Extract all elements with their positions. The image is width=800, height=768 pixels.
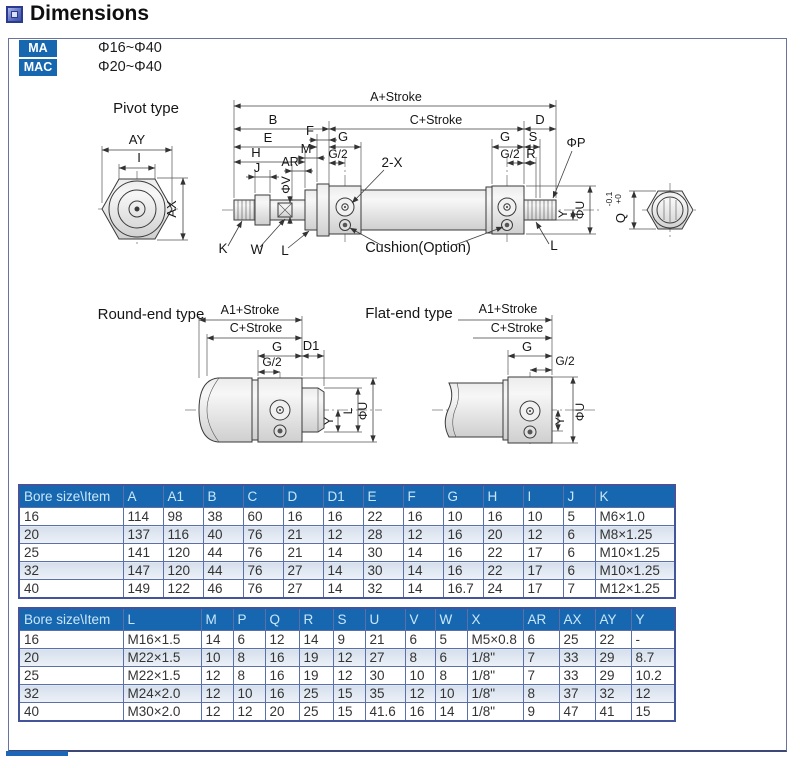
table-cell: 16	[265, 667, 299, 685]
table-cell: 40	[19, 580, 123, 599]
table-cell: 19	[299, 667, 333, 685]
cylinder-tube	[361, 190, 486, 230]
table-cell: 32	[595, 685, 631, 703]
table-cell: 149	[123, 580, 163, 599]
round-end-view	[199, 378, 324, 442]
table-cell: M22×1.5	[123, 667, 201, 685]
column-header: E	[363, 485, 403, 508]
rod-nut	[255, 195, 270, 225]
column-header: H	[483, 485, 523, 508]
dimension-label: ΦU	[356, 401, 370, 421]
column-header: G	[443, 485, 483, 508]
table-cell: M5×0.8	[467, 631, 523, 649]
dimension-label: -0.1	[604, 191, 614, 207]
table-cell: 25	[19, 544, 123, 562]
dimension-label: I	[137, 150, 141, 165]
table-cell: 29	[595, 667, 631, 685]
column-header: B	[203, 485, 243, 508]
table-cell: 22	[483, 544, 523, 562]
table-cell: M10×1.25	[595, 544, 675, 562]
column-header: I	[523, 485, 563, 508]
dimension-label: AY	[128, 132, 146, 147]
table-cell: M8×1.25	[595, 526, 675, 544]
column-header: U	[365, 608, 405, 631]
table-cell: 12	[523, 526, 563, 544]
column-header: R	[299, 608, 333, 631]
table-cell: 10	[233, 685, 265, 703]
column-header: AX	[559, 608, 595, 631]
column-header: K	[595, 485, 675, 508]
table-cell: 21	[283, 544, 323, 562]
table-cell: 19	[299, 649, 333, 667]
table-cell: 14	[323, 544, 363, 562]
table-cell: 14	[403, 562, 443, 580]
table-cell: 20	[19, 526, 123, 544]
table-cell: 114	[123, 508, 163, 526]
table-cell: 21	[365, 631, 405, 649]
table-cell: 16	[265, 649, 299, 667]
table-cell: 14	[403, 580, 443, 599]
table-row	[19, 685, 675, 703]
table-cell: 22	[363, 508, 403, 526]
column-header: AR	[523, 608, 559, 631]
table-cell: 37	[559, 685, 595, 703]
dimension-label: G/2	[328, 147, 348, 161]
column-header: Y	[631, 608, 675, 631]
table-cell: 12	[333, 667, 365, 685]
table-cell: 6	[563, 544, 595, 562]
dimension-lines	[102, 106, 634, 443]
table-cell: 147	[123, 562, 163, 580]
table-cell: 17	[523, 562, 563, 580]
table-cell: 30	[363, 562, 403, 580]
table-cell: 14	[403, 544, 443, 562]
table-cell: M30×2.0	[123, 703, 201, 722]
table-cell: 22	[483, 562, 523, 580]
table-header-row	[19, 608, 675, 631]
table-cell: 8.7	[631, 649, 675, 667]
table-cell: 32	[363, 580, 403, 599]
dimension-label: G	[499, 129, 511, 144]
table-cell: 8	[233, 649, 265, 667]
dimension-label: Cushion(Option)	[365, 240, 471, 256]
dimension-label: AX	[164, 200, 179, 218]
table-cell: 25	[19, 667, 123, 685]
model-badge-ma: MA	[19, 40, 57, 57]
column-header: S	[333, 608, 365, 631]
column-header: J	[563, 485, 595, 508]
table-cell: 24	[483, 580, 523, 599]
column-header: W	[435, 608, 467, 631]
table-cell: 98	[163, 508, 203, 526]
table-cell: 60	[243, 508, 283, 526]
table-cell: M12×1.25	[595, 580, 675, 599]
table-cell: 5	[563, 508, 595, 526]
table-cell: 6	[435, 649, 467, 667]
column-header: C	[243, 485, 283, 508]
column-header: V	[405, 608, 435, 631]
dimension-label: S	[528, 129, 538, 144]
table-cell: 21	[283, 526, 323, 544]
column-header: Q	[265, 608, 299, 631]
table-row	[19, 508, 675, 526]
dimension-label: R	[526, 146, 536, 161]
dimension-label: A+Stroke	[370, 90, 422, 104]
dimension-label: K	[218, 241, 228, 256]
table-cell: 116	[163, 526, 203, 544]
table-cell: 1/8"	[467, 703, 523, 722]
table-cell: 137	[123, 526, 163, 544]
table-cell: 122	[163, 580, 203, 599]
table-cell: M16×1.5	[123, 631, 201, 649]
dimension-label: G/2	[262, 355, 282, 369]
dimension-label: A1+Stroke	[478, 302, 538, 316]
table-cell: 16	[483, 508, 523, 526]
dimension-label: Y	[322, 416, 336, 426]
column-header: D	[283, 485, 323, 508]
column-header: D1	[323, 485, 363, 508]
dimension-label: ΦP	[566, 135, 586, 150]
table-cell: 1/8"	[467, 667, 523, 685]
table-row	[19, 631, 675, 649]
table-cell: 44	[203, 544, 243, 562]
dimension-label: G	[271, 339, 283, 354]
table-cell: 29	[595, 649, 631, 667]
dimension-label: 2-X	[381, 155, 403, 170]
dimension-label: ΦU	[573, 402, 587, 422]
table-cell: 17	[523, 544, 563, 562]
table-cell: 25	[299, 685, 333, 703]
table-cell: 14	[299, 631, 333, 649]
table-cell: 120	[163, 544, 203, 562]
table-cell: -	[631, 631, 675, 649]
table-cell: 1/8"	[467, 685, 523, 703]
dimension-label: W	[250, 242, 264, 257]
table-cell: 16	[443, 526, 483, 544]
table-cell: 16	[283, 508, 323, 526]
dimension-label: Y	[556, 209, 570, 219]
table-row	[19, 649, 675, 667]
table-cell: 44	[203, 562, 243, 580]
table-cell: 7	[563, 580, 595, 599]
column-header: A1	[163, 485, 203, 508]
dimension-label: D1	[302, 338, 320, 353]
dimension-label: +0	[613, 194, 623, 204]
dimension-label: H	[251, 145, 261, 160]
dimension-label: Q	[613, 212, 628, 224]
table-cell: 6	[563, 526, 595, 544]
table-cell: 12	[233, 703, 265, 722]
dimension-label: G	[521, 339, 533, 354]
table-cell: 6	[563, 562, 595, 580]
table-cell: 30	[365, 667, 405, 685]
table-row	[19, 562, 675, 580]
dimension-label: M	[300, 141, 312, 156]
pivot-hex-end-view	[102, 179, 172, 239]
table-cell: 27	[365, 649, 405, 667]
dimension-label: C+Stroke	[409, 113, 463, 127]
table-cell: 76	[243, 580, 283, 599]
dimension-label: C+Stroke	[229, 321, 283, 335]
table-cell: 33	[559, 649, 595, 667]
table-cell: 1/8"	[467, 649, 523, 667]
table-cell: 41.6	[365, 703, 405, 722]
dimension-label: F	[306, 123, 314, 138]
table-cell: 16	[443, 562, 483, 580]
table-cell: 12	[403, 526, 443, 544]
dimension-label: ΦU	[573, 200, 587, 220]
dimension-label: G/2	[555, 354, 575, 368]
dimension-label: G	[337, 129, 349, 144]
table-cell: 27	[283, 562, 323, 580]
table-cell: 8	[435, 667, 467, 685]
table-cell: 40	[203, 526, 243, 544]
dimension-label: L	[281, 243, 289, 258]
table-row	[19, 580, 675, 599]
table-cell: 14	[435, 703, 467, 722]
table-cell: M10×1.25	[595, 562, 675, 580]
table-cell: 12	[333, 649, 365, 667]
column-header: X	[467, 608, 523, 631]
table-row	[19, 526, 675, 544]
section-title-pivot: Pivot type	[113, 100, 179, 117]
table-cell: 10	[201, 649, 233, 667]
table-cell: 16	[323, 508, 363, 526]
table-cell: 6	[405, 631, 435, 649]
table-cell: 12	[201, 685, 233, 703]
table-cell: 8	[523, 685, 559, 703]
table-cell: 33	[559, 667, 595, 685]
dimension-label: J	[253, 160, 261, 175]
table-cell: 16	[405, 703, 435, 722]
table-cell: 76	[243, 562, 283, 580]
table-cell: 12	[323, 526, 363, 544]
dimension-label: C+Stroke	[490, 321, 544, 335]
column-header: Bore size\Item	[19, 485, 123, 508]
table-cell: 16	[19, 631, 123, 649]
table-cell: 40	[19, 703, 123, 722]
column-header: F	[403, 485, 443, 508]
table-cell: 38	[203, 508, 243, 526]
table-cell: 7	[523, 667, 559, 685]
table-cell: 35	[365, 685, 405, 703]
table-cell: 17	[523, 580, 563, 599]
dimension-label: ΦV	[279, 176, 293, 194]
column-header: L	[123, 608, 201, 631]
table-row	[19, 544, 675, 562]
table-cell: 16	[403, 508, 443, 526]
table-cell: 10	[443, 508, 483, 526]
table-row	[19, 667, 675, 685]
table-cell: 16	[19, 508, 123, 526]
rear-hex-end-view	[647, 191, 693, 229]
column-header: P	[233, 608, 265, 631]
column-header: M	[201, 608, 233, 631]
table-cell: 25	[559, 631, 595, 649]
table-cell: 12	[631, 685, 675, 703]
table-cell: 20	[19, 649, 123, 667]
dimension-label: E	[263, 130, 273, 145]
table-cell: 8	[405, 649, 435, 667]
table-cell: 46	[203, 580, 243, 599]
table-cell: 30	[363, 544, 403, 562]
table-cell: 15	[333, 685, 365, 703]
table-cell: 6	[233, 631, 265, 649]
table-cell: 10.2	[631, 667, 675, 685]
dimensions-table-1	[18, 484, 676, 599]
table-cell: 32	[19, 562, 123, 580]
table-cell: 141	[123, 544, 163, 562]
dimension-label: G/2	[500, 147, 520, 161]
table-cell: 6	[523, 631, 559, 649]
table-cell: 22	[595, 631, 631, 649]
table-cell: 12	[201, 703, 233, 722]
model-badge-mac: MAC	[19, 59, 57, 76]
mounting-collar	[305, 190, 317, 230]
flat-end-view	[445, 377, 552, 443]
table-cell: 7	[523, 649, 559, 667]
table-row	[19, 703, 675, 722]
table-cell: 9	[523, 703, 559, 722]
table-cell: 15	[631, 703, 675, 722]
dimension-label: A1+Stroke	[220, 303, 280, 317]
table-cell: 12	[405, 685, 435, 703]
column-header: AY	[595, 608, 631, 631]
table-cell: 14	[323, 580, 363, 599]
dimension-label: L	[550, 238, 558, 253]
table-cell: 28	[363, 526, 403, 544]
table-cell: 16	[443, 544, 483, 562]
table-cell: 25	[299, 703, 333, 722]
table-cell: M22×1.5	[123, 649, 201, 667]
table-cell: 20	[483, 526, 523, 544]
table-cell: 47	[559, 703, 595, 722]
table-cell: 41	[595, 703, 631, 722]
table-cell: 32	[19, 685, 123, 703]
column-header: Bore size\Item	[19, 608, 123, 631]
table-cell: 15	[333, 703, 365, 722]
table-cell: 14	[201, 631, 233, 649]
footer-accent-bar	[6, 751, 68, 756]
table-cell: 120	[163, 562, 203, 580]
table-cell: 76	[243, 526, 283, 544]
page-title: Dimensions	[30, 2, 150, 25]
table-cell: M6×1.0	[595, 508, 675, 526]
dimension-label: AR	[281, 155, 299, 169]
bore-range-ma: Φ16~Φ40	[98, 40, 162, 56]
table-cell: 76	[243, 544, 283, 562]
table-cell: 9	[333, 631, 365, 649]
table-cell: 16.7	[443, 580, 483, 599]
section-title-flat-end: Flat-end type	[365, 305, 453, 322]
table-cell: M24×2.0	[123, 685, 201, 703]
table-cell: 16	[265, 685, 299, 703]
dimension-label: D	[535, 112, 545, 127]
mounting-nut	[317, 184, 329, 236]
table-cell: 5	[435, 631, 467, 649]
dimension-label: B	[268, 112, 278, 127]
table-cell: 27	[283, 580, 323, 599]
dimension-label: Y	[553, 416, 567, 426]
table-cell: 10	[435, 685, 467, 703]
table-cell: 20	[265, 703, 299, 722]
dimension-label: L	[341, 407, 355, 415]
table-cell: 12	[201, 667, 233, 685]
table-header-row	[19, 485, 675, 508]
table-cell: 8	[233, 667, 265, 685]
bore-range-mac: Φ20~Φ40	[98, 59, 162, 75]
drawing-labels	[98, 90, 628, 425]
section-title-round-end: Round-end type	[97, 306, 205, 323]
table-cell: 14	[323, 562, 363, 580]
column-header: A	[123, 485, 163, 508]
dimensions-table-2	[18, 607, 676, 722]
table-cell: 10	[405, 667, 435, 685]
table-cell: 12	[265, 631, 299, 649]
table-cell: 10	[523, 508, 563, 526]
